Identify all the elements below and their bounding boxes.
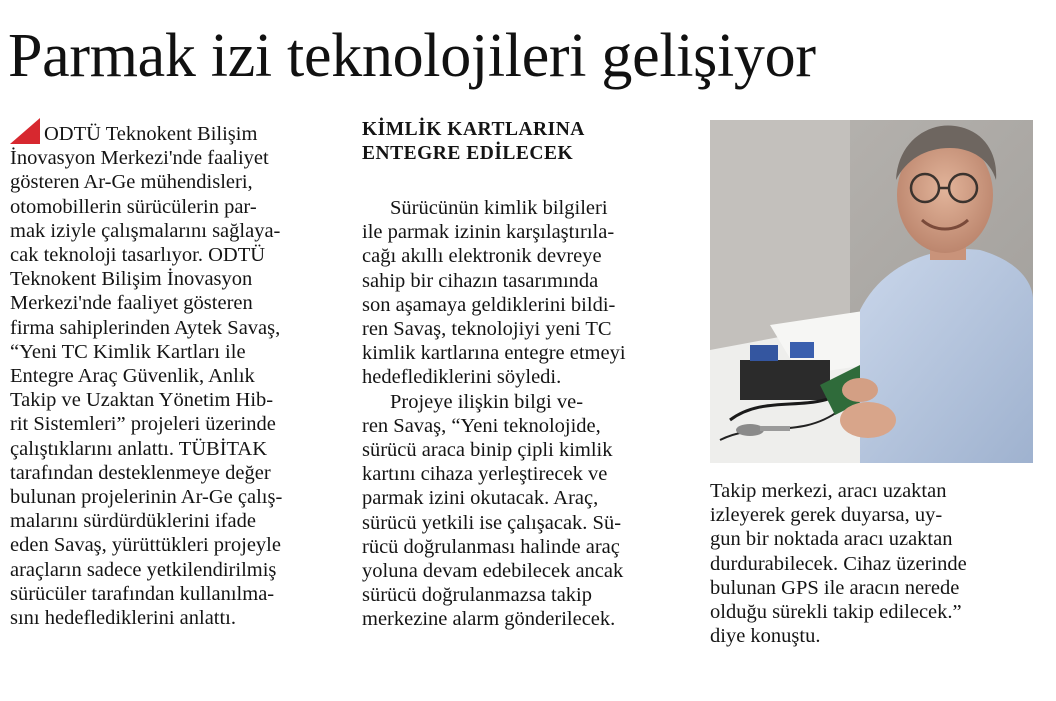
text-line: eden Savaş, yürüttükleri projeyle — [10, 534, 281, 557]
text-line: cak teknoloji tasarlıyor. ODTÜ — [10, 244, 266, 267]
text-line: sürücü doğrulanmazsa takip — [362, 584, 592, 607]
column-1-paragraph — [10, 118, 345, 630]
text-line: Takip merkezi, aracı uzaktan — [710, 480, 947, 502]
text-line: otomobillerin sürücülerin par- — [10, 195, 257, 218]
text-line: Merkezi'nde faaliyet gösteren — [10, 292, 253, 315]
text-line: merkezine alarm gönderilecek. — [362, 608, 616, 631]
text-line: ren Savaş, teknolojiyi yeni TC — [362, 318, 612, 341]
text-line: İnovasyon Merkezi'nde faaliyet — [10, 147, 269, 170]
text-line: Teknokent Bilişim İnovasyon — [10, 268, 253, 291]
text-line: Takip ve Uzaktan Yönetim Hib- — [10, 389, 274, 412]
column-3-paragraph — [710, 479, 1040, 648]
text-line: gun bir noktada aracı uzaktan — [710, 528, 953, 551]
text-line: Entegre Araç Güvenlik, Anlık — [10, 365, 255, 388]
text-line: malarını sürdürdüklerini ifade — [10, 510, 256, 533]
subheading — [362, 118, 692, 166]
text-line: rit Sistemleri” projeleri üzerinde — [10, 413, 276, 436]
subheading-line: KİMLİK KARTLARINA — [362, 119, 585, 140]
column-2 — [362, 118, 692, 632]
person-with-device-photo — [710, 120, 1033, 463]
text-line: izleyerek gerek duyarsa, uy- — [710, 504, 943, 527]
column-3 — [710, 120, 1040, 648]
text-line: gösteren Ar-Ge mühendisleri, — [10, 171, 253, 194]
text-line: olduğu sürekli takip edilecek.” — [710, 601, 962, 624]
text-line: sını hedeflediklerini anlattı. — [10, 607, 237, 630]
text-line: ODTÜ Teknokent Bilişim — [10, 118, 345, 146]
headline: Parmak izi teknolojileri gelişiyor — [8, 22, 816, 90]
article-photo — [710, 120, 1033, 463]
text-line: sürücüler tarafından kullanılma- — [10, 582, 275, 605]
text-line: yoluna devam edebilecek ancak — [362, 560, 624, 583]
text-line: bulunan projelerinin Ar-Ge çalış- — [10, 486, 283, 509]
text-line: kimlik kartlarına entegre etmeyi — [362, 342, 626, 365]
text-line: araçların sadece yetkilendirilmiş — [10, 558, 277, 581]
text-line: son aşamaya geldiklerini bildi- — [362, 293, 616, 316]
text-line: çalıştıklarını anlattı. TÜBİTAK — [10, 437, 268, 460]
text-line: diye konuştu. — [710, 625, 821, 648]
text-line: Sürücünün kimlik bilgileri — [390, 197, 608, 219]
subheading-line: ENTEGRE EDİLECEK — [362, 143, 574, 164]
column-2-paragraph-2 — [362, 390, 692, 632]
text-line: sürücü araca binip çipli kimlik — [362, 439, 613, 462]
column-1 — [10, 118, 345, 630]
text-line: mak iziyle çalışmalarını sağlaya- — [10, 219, 281, 242]
text-line: tarafından desteklenmeye değer — [10, 461, 271, 484]
text-line: Projeye ilişkin bilgi ve- — [390, 390, 584, 413]
text-line: firma sahiplerinden Aytek Savaş, — [10, 316, 281, 339]
column-2-paragraph-1 — [362, 196, 692, 390]
text-line: hedeflediklerini söyledi. — [362, 366, 562, 389]
text-line: “Yeni TC Kimlik Kartları ile — [10, 340, 246, 363]
text-line: cağı akıllı elektronik devreye — [362, 245, 602, 268]
text-line: parmak izini okutacak. Araç, — [362, 487, 599, 510]
text-line: sahip bir cihazın tasarımında — [362, 269, 599, 292]
text-line: sürücü yetkili ise çalışacak. Sü- — [362, 511, 622, 534]
text-line: ren Savaş, “Yeni teknolojide, — [362, 414, 601, 437]
red-triangle-marker-icon — [10, 118, 40, 144]
text-line: bulunan GPS ile aracın nerede — [710, 576, 960, 599]
text-line: ile parmak izinin karşılaştırıla- — [362, 221, 615, 244]
text-line: kartını cihaza yerleştirecek ve — [362, 463, 608, 486]
text-line: durdurabilecek. Cihaz üzerinde — [710, 552, 967, 575]
text-line: rücü doğrulanması halinde araç — [362, 535, 620, 558]
